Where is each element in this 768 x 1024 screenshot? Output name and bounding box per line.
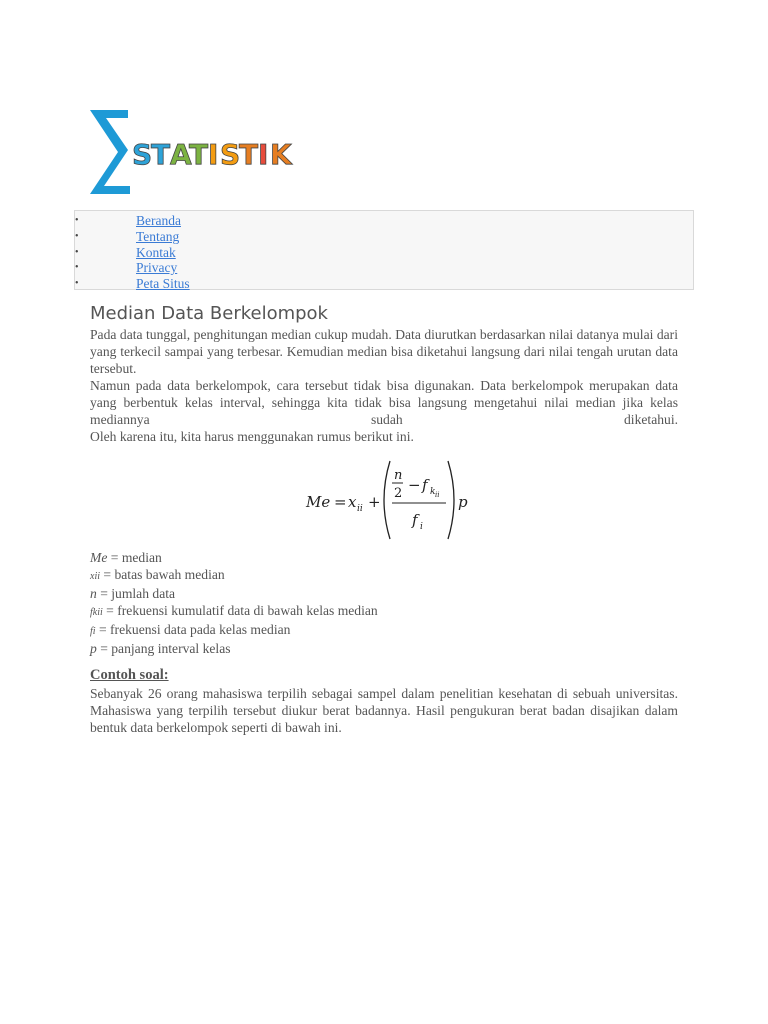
formula-n: n [394, 468, 403, 483]
logo-letter: S [220, 138, 241, 171]
legend-desc: = frekuensi data pada kelas median [95, 622, 291, 637]
median-formula [90, 453, 678, 545]
legend-item [90, 621, 678, 640]
site-logo[interactable] [88, 106, 308, 198]
nav-item-privacy [75, 260, 693, 276]
legend-item [90, 549, 678, 566]
nav-link-tentang[interactable]: Tentang [136, 228, 180, 244]
bullet: • [75, 246, 79, 258]
formula-plus: + [368, 493, 381, 511]
formula-fk: f [422, 476, 428, 494]
legend-symbol: fi [90, 626, 96, 637]
right-paren [448, 461, 454, 539]
formula-fi: f [412, 511, 418, 529]
logo-wordmark [132, 138, 293, 171]
logo-letter: A [170, 138, 192, 171]
legend-item [90, 566, 678, 585]
logo-letter: T [239, 138, 259, 171]
logo-letter: I [208, 138, 219, 171]
formula-two: 2 [394, 486, 403, 501]
main-navigation [74, 210, 694, 290]
legend-symbol: Me [90, 550, 108, 565]
formula-fi-sub: i [420, 522, 423, 532]
formula-legend [90, 549, 678, 657]
formula-me: Me [306, 493, 331, 511]
example-heading: Contoh soal: [90, 667, 169, 683]
paragraph-intro: Pada data tunggal, penghitungan median cukup mudah. Data diurutkan berdasarkan nilai datanya mulai dari yang terkecil sampai yang terbesar. Kemudian median bisa diketahui langsung dari nilai tengah urutan data tersebut. [90, 327, 678, 376]
left-paren [384, 461, 390, 539]
formula-fk-subsub: ii [435, 491, 440, 499]
logo-letter: K [270, 138, 292, 171]
paragraph-formula-lead: Oleh karena itu, kita harus menggunakan rumus berikut ini. [90, 429, 414, 444]
legend-symbol: p [90, 641, 97, 656]
legend-desc: = jumlah data [96, 586, 176, 601]
bullet: • [75, 262, 79, 274]
legend-desc: = median [107, 550, 162, 565]
nav-link-kontak[interactable]: Kontak [136, 244, 176, 260]
legend-item [90, 585, 678, 602]
nav-link-beranda[interactable]: Beranda [136, 213, 181, 228]
formula-minus: − [408, 476, 421, 494]
formula-p: p [458, 493, 468, 511]
bullet: • [75, 230, 79, 242]
nav-item-kontak [75, 245, 693, 261]
bullet: • [75, 215, 79, 226]
formula-x: x [348, 493, 357, 511]
sigma-icon [90, 110, 130, 194]
logo-letter: I [258, 138, 269, 171]
legend-desc: = frekuensi kumulatif data di bawah kelas median [102, 603, 378, 618]
statistik-logo-graphic [88, 106, 308, 198]
bullet: • [75, 278, 79, 290]
logo-letter: S [132, 138, 153, 171]
nav-item-beranda [75, 213, 693, 229]
article-title: Median Data Berkelompok [90, 303, 328, 324]
legend-desc: = batas bawah median [100, 567, 225, 582]
legend-symbol: xii [90, 571, 100, 582]
nav-item-peta-situs [75, 276, 693, 292]
legend-item [90, 640, 678, 657]
formula-fk-sub: k [430, 487, 436, 497]
paragraph-grouped-data: Namun pada data berkelompok, cara tersebut tidak bisa digunakan. Data berkelompok merupakan data yang berbentuk kelas interval, sehingga kita tidak bisa langsung mengetahui nilai median jika kelas mediannya sudah diketahui. [90, 378, 678, 427]
paragraph-example: Sebanyak 26 orang mahasiswa terpilih sebagai sampel dalam penelitian kesehatan di sebuah universitas. Mahasiswa yang terpilih tersebut diukur berat badannya. Hasil pengukuran berat badan disajikan dalam bentuk data berkelompok seperti di bawah ini. [90, 686, 678, 735]
article [90, 302, 678, 736]
nav-item-tentang [75, 229, 693, 245]
formula-x-sub: ii [357, 504, 363, 514]
legend-item [90, 602, 678, 621]
legend-symbol: n [90, 586, 97, 601]
nav-link-peta-situs[interactable]: Peta Situs [136, 276, 190, 292]
legend-desc: = panjang interval kelas [96, 641, 231, 656]
logo-letter: T [151, 138, 171, 171]
logo-letter: T [189, 138, 209, 171]
legend-symbol: fkii [90, 607, 103, 618]
formula-equals: = [334, 493, 347, 511]
nav-link-privacy[interactable]: Privacy [136, 260, 178, 276]
